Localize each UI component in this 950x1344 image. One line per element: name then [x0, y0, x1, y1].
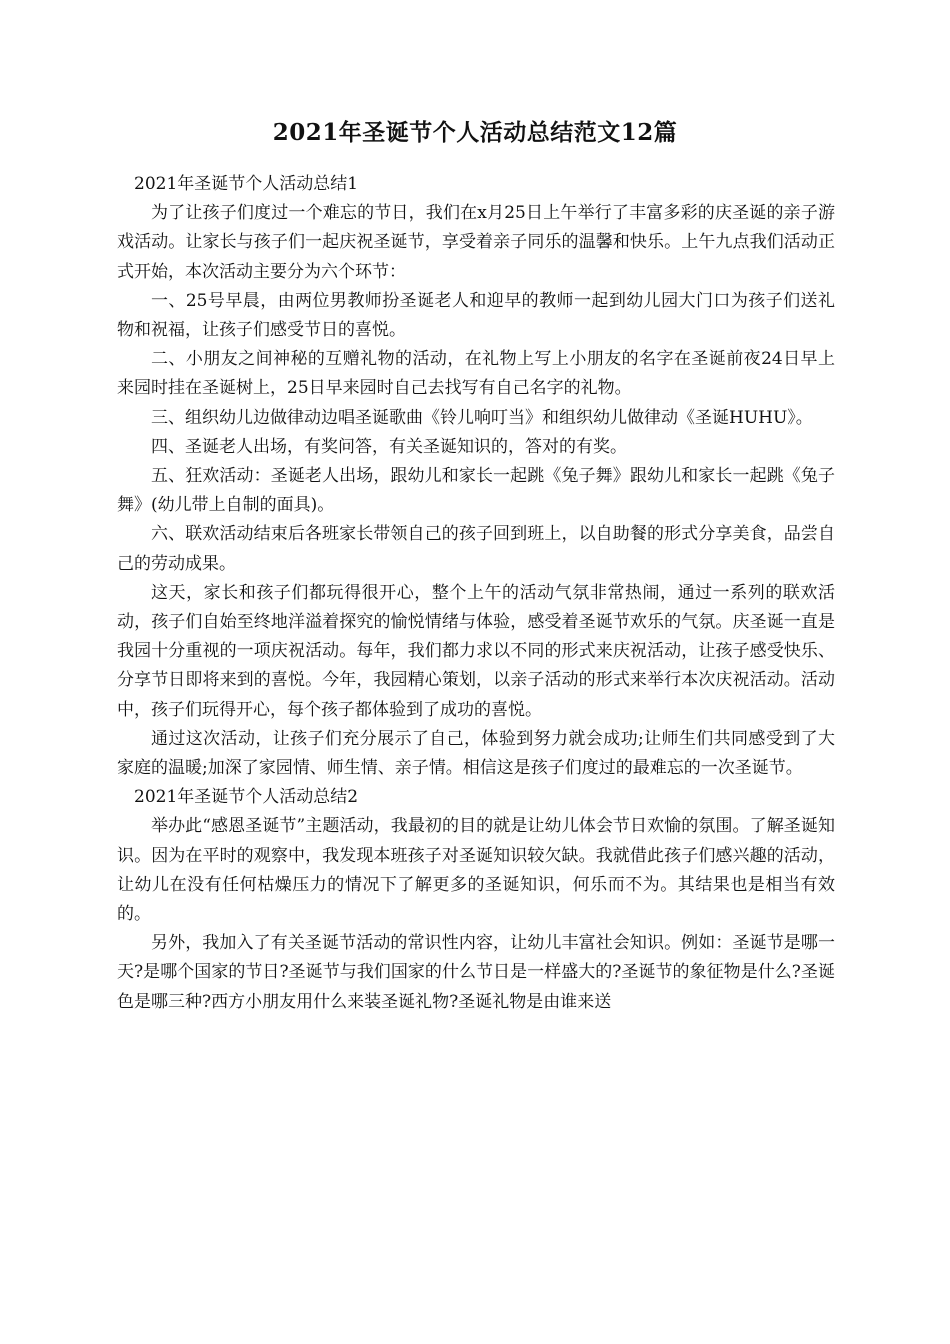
paragraph: 五、狂欢活动：圣诞老人出场，跟幼儿和家长一起跳《兔子舞》跟幼儿和家长一起跳《兔子舞》(幼儿带上自制的面具)。 [117, 466, 835, 516]
paragraph: 一、25号早晨，由两位男教师扮圣诞老人和迎早的教师一起到幼儿园大门口为孩子们送礼物和祝福，让孩子们感受节日的喜悦。 [117, 290, 835, 341]
section-heading: 2021年圣诞节个人活动总结1 [134, 174, 359, 194]
paragraph: 为了让孩子们度过一个难忘的节日，我们在x月25日上午举行了丰富多彩的庆圣诞的亲子游戏活动。让家长与孩子们一起庆祝圣诞节，享受着亲子同乐的温馨和快乐。上午九点我们活动正式开始，本次活动主要分为六个环节： [117, 203, 835, 282]
paragraph: 三、组织幼儿边做律动边唱圣诞歌曲《铃儿响叮当》和组织幼儿做律动《圣诞HUHU》。 [151, 407, 813, 428]
paragraph: 举办此“感恩圣诞节”主题活动，我最初的目的就是让幼儿体会节日欢愉的氛围。了解圣诞知识。因为在平时的观察中，我发现本班孩子对圣诞知识较欠缺。我就借此孩子们感兴趣的活动，让幼儿在没有任何枯燥压力的情况下了解更多的圣诞知识，何乐而不为。其结果也是相当有效的。 [117, 816, 835, 925]
section-heading: 2021年圣诞节个人活动总结2 [134, 787, 359, 808]
paragraph: 二、小朋友之间神秘的互赠礼物的活动，在礼物上写上小朋友的名字在圣诞前夜24日早上来园时挂在圣诞树上，25日早来园时自己去找写有自己名字的礼物。 [117, 349, 835, 399]
paragraph: 这天，家长和孩子们都玩得很开心，整个上午的活动气氛非常热闹，通过一系列的联欢活动，孩子们自始至终地洋溢着探究的愉悦情绪与体验，感受着圣诞节欢乐的气氛。庆圣诞一直是我园十分重视的一项庆祝活动。每年，我们都力求以不同的形式来庆祝活动，让孩子感受快乐、分享节日即将来到的喜悦。今年，我园精心策划，以亲子活动的形式来举行本次庆祝活动。活动中，孩子们玩得开心，每个孩子都体验到了成功的喜悦。 [117, 582, 835, 720]
paragraph: 通过这次活动，让孩子们充分展示了自己，体验到努力就会成功;让师生们共同感受到了大家庭的温暖;加深了家园情、师生情、亲子情。相信这是孩子们度过的最难忘的一次圣诞节。 [117, 728, 835, 779]
document-body [117, 170, 835, 1017]
paragraph: 六、联欢活动结束后各班家长带领自己的孩子回到班上，以自助餐的形式分享美食，品尝自己的劳动成果。 [117, 524, 835, 574]
paragraph: 四、圣诞老人出场，有奖问答，有关圣诞知识的，答对的有奖。 [151, 436, 627, 457]
paragraph: 另外，我加入了有关圣诞节活动的常识性内容，让幼儿丰富社会知识。例如：圣诞节是哪一天?是哪个国家的节日?圣诞节与我们国家的什么节日是一样盛大的?圣诞节的象征物是什么?圣诞色是哪三种?西方小朋友用什么来装圣诞礼物?圣诞礼物是由谁来送 [117, 933, 835, 1012]
document-title: 2021年圣诞节个人活动总结范文12篇 [272, 119, 678, 146]
